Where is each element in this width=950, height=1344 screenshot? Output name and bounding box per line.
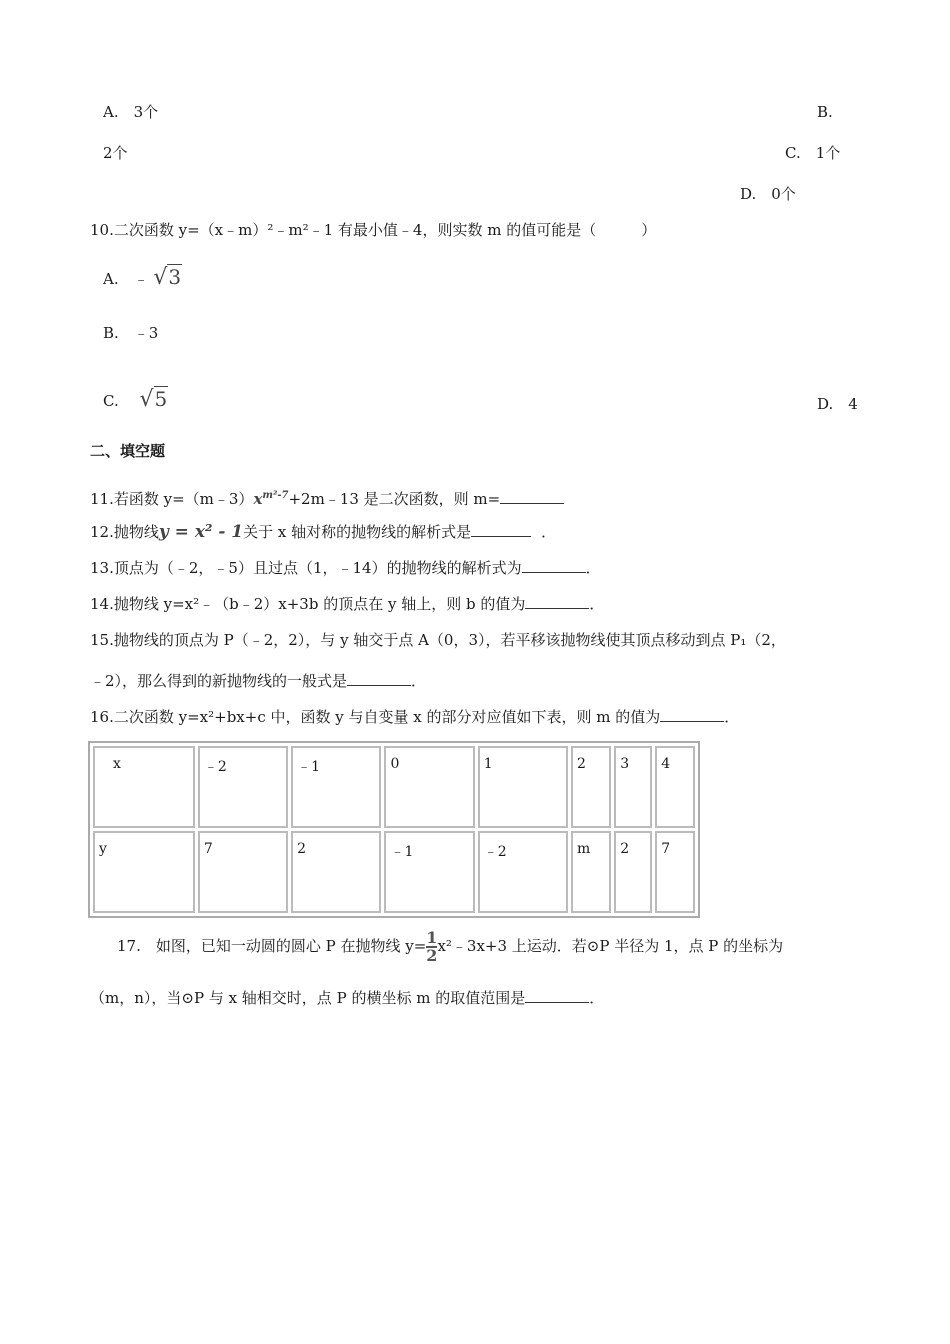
table-cell: 2 — [614, 831, 652, 913]
q11-answer-blank[interactable] — [500, 489, 564, 504]
q16-end: ． — [724, 708, 740, 726]
q17-end: ． — [589, 989, 605, 1007]
q11-power-formula: $x^{m^2-7}$ — [253, 490, 289, 508]
table-cell: 3 — [614, 746, 652, 828]
q14-end: ． — [589, 595, 605, 613]
q17-line1 — [117, 928, 783, 964]
table-cell: 2 — [291, 831, 381, 913]
table-row — [93, 746, 695, 828]
table-cell: ﹣1 — [291, 746, 381, 828]
q10-option-a-label: A. ﹣ — [103, 270, 149, 288]
table-cell: ﹣2 — [478, 831, 568, 913]
q12-post: 关于 x 轴对称的抛物线的解析式是 — [243, 523, 472, 541]
q12-end: ． — [541, 523, 557, 541]
q13-text: 13.顶点为（﹣2，﹣5）且过点（1，﹣14）的抛物线的解析式为 — [90, 559, 522, 577]
q14-text: 14.抛物线 y=x²﹣（b﹣2）x+3b 的顶点在 y 轴上，则 b 的值为 — [90, 595, 526, 613]
q17-pre: 17. 如图，已知一动圆的圆心 P 在抛物线 y= — [117, 937, 427, 955]
q9-option-a: A. 3个 — [103, 103, 159, 121]
table-cell: ﹣2 — [198, 746, 288, 828]
sqrt-3-formula: √3 — [153, 265, 182, 290]
q10-option-c-label: C. — [103, 392, 119, 410]
table-row — [93, 831, 695, 913]
q14 — [90, 594, 604, 614]
q12-pre: 12.抛物线 — [90, 523, 159, 541]
q12-answer-blank[interactable] — [471, 522, 531, 537]
one-half-fraction: $\frac{1}{2}$ — [426, 928, 438, 965]
q9-option-b-label: B. — [817, 103, 833, 121]
q15-answer-blank[interactable] — [347, 671, 411, 686]
q13-end: ． — [585, 559, 601, 577]
q17-text: （m，n），当⊙P 与 x 轴相交时，点 P 的横坐标 m 的取值范围是 — [90, 989, 526, 1007]
q15-line1: 15.抛物线的顶点为 P（﹣2，2），与 y 轴交于点 A（0，3），若平移该抛物线使其顶点移动到点 P₁（2， — [90, 631, 786, 649]
table-cell: 1 — [478, 746, 568, 828]
q16-answer-blank[interactable] — [660, 707, 724, 722]
table-cell: 0 — [384, 746, 474, 828]
q10-option-a — [103, 262, 182, 294]
q17-post: x²﹣3x+3 上运动．若⊙P 半径为 1，点 P 的坐标为 — [437, 937, 784, 955]
q11 — [90, 486, 564, 509]
table-cell: x — [93, 746, 195, 828]
section-title: 二、填空题 — [90, 442, 166, 460]
q15-end: ． — [411, 672, 427, 690]
table-cell: 7 — [655, 831, 695, 913]
table-cell: 7 — [198, 831, 288, 913]
table-cell: 4 — [655, 746, 695, 828]
table-cell: 2 — [571, 746, 611, 828]
table-cell: ﹣1 — [384, 831, 474, 913]
q10-option-d: D. 4 — [817, 395, 858, 413]
value-table — [88, 741, 700, 918]
q17-answer-blank[interactable] — [525, 988, 589, 1003]
q16 — [90, 707, 739, 727]
q13 — [90, 558, 601, 578]
q17-line2 — [90, 988, 604, 1008]
q12-parabola-formula: y = x² - 1 — [158, 522, 244, 542]
q12 — [90, 522, 556, 542]
q10-stem: 10.二次函数 y=（x﹣m）²﹣m²﹣1 有最小值﹣4，则实数 m 的值可能是（ ） — [90, 221, 657, 239]
q15-line2 — [90, 671, 426, 691]
q10-option-b: B. ﹣3 — [103, 324, 159, 342]
table-cell: y — [93, 831, 195, 913]
q9-option-b-value: 2个 — [103, 144, 128, 162]
q10-option-c — [103, 384, 168, 416]
q9-option-c: C. 1个 — [785, 144, 841, 162]
q11-pre: 11.若函数 y=（m﹣3） — [90, 490, 254, 508]
sqrt-5-formula: √5 — [139, 387, 168, 412]
q15-text: ﹣2），那么得到的新抛物线的一般式是 — [90, 672, 348, 690]
table-cell: m — [571, 831, 611, 913]
q9-option-d: D. 0个 — [740, 185, 796, 203]
q13-answer-blank[interactable] — [522, 558, 586, 573]
q16-text: 16.二次函数 y=x²+bx+c 中，函数 y 与自变量 x 的部分对应值如下表，则 m 的值为 — [90, 708, 661, 726]
q11-post: +2m﹣13 是二次函数，则 m= — [288, 490, 501, 508]
q14-answer-blank[interactable] — [525, 594, 589, 609]
